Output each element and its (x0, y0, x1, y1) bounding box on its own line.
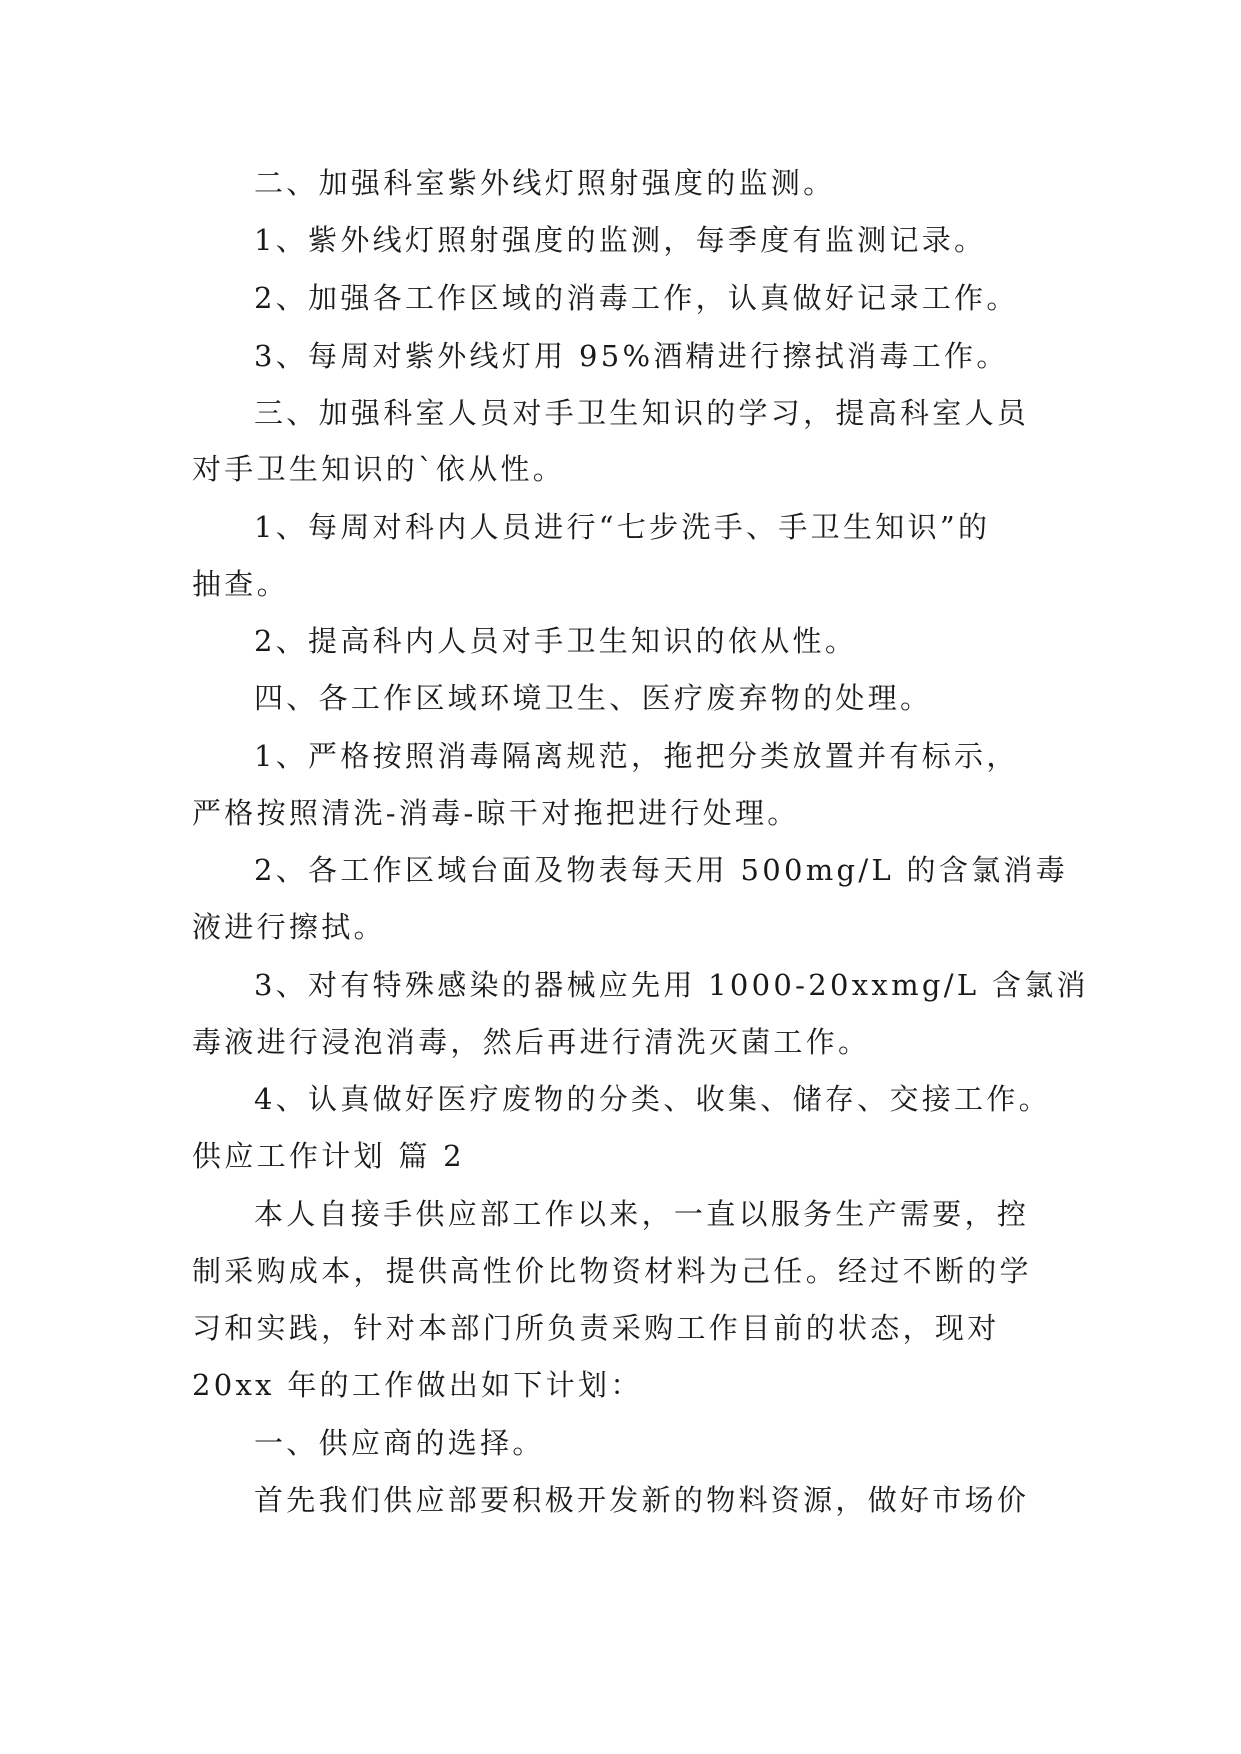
paragraph-line: 1、每周对科内人员进行“七步洗手、手卫生知识”的 (254, 510, 991, 544)
paragraph-line: 首先我们供应部要积极开发新的物料资源，做好市场价 (254, 1483, 1030, 1517)
paragraph-line: 20xx 年的工作做出如下计划： (192, 1368, 643, 1402)
heading-section-2: 二、加强科室紫外线灯照射强度的监测。 (254, 166, 836, 200)
paragraph-line: 对手卫生知识的`依从性。 (192, 452, 566, 486)
paragraph-line: 4、认真做好医疗废物的分类、收集、储存、交接工作。 (254, 1082, 1051, 1116)
paragraph-line: 1、紫外线灯照射强度的监测，每季度有监测记录。 (254, 223, 987, 257)
paragraph-line: 3、对有特殊感染的器械应先用 1000-20xxmg/L 含氯消 (254, 968, 1089, 1002)
paragraph-line: 2、加强各工作区域的消毒工作，认真做好记录工作。 (254, 281, 1019, 315)
section-title: 供应工作计划 篇 2 (192, 1139, 465, 1173)
paragraph-line: 1、严格按照消毒隔离规范，拖把分类放置并有标示， (254, 739, 1019, 773)
heading-section-3: 三、加强科室人员对手卫生知识的学习，提高科室人员 (254, 396, 1030, 430)
paragraph-line: 制采购成本，提供高性价比物资材料为己任。经过不断的学 (192, 1254, 1032, 1288)
paragraph-line: 毒液进行浸泡消毒，然后再进行清洗灭菌工作。 (192, 1025, 871, 1059)
heading-section-4: 四、各工作区域环境卫生、医疗废弃物的处理。 (254, 681, 933, 715)
paragraph-line: 抽查。 (192, 567, 289, 601)
paragraph-line: 2、各工作区域台面及物表每天用 500mg/L 的含氯消毒 (254, 853, 1069, 887)
paragraph-line: 本人自接手供应部工作以来，一直以服务生产需要，控 (254, 1197, 1030, 1231)
paragraph-line: 3、每周对紫外线灯用 95%酒精进行擦拭消毒工作。 (254, 339, 1009, 373)
paragraph-line: 2、提高科内人员对手卫生知识的依从性。 (254, 624, 858, 658)
paragraph-line: 习和实践，针对本部门所负责采购工作目前的状态，现对 (192, 1311, 1000, 1345)
heading-section-1: 一、供应商的选择。 (254, 1426, 545, 1460)
paragraph-line: 液进行擦拭。 (192, 910, 386, 944)
paragraph-line: 严格按照清洗-消毒-晾干对拖把进行处理。 (192, 796, 800, 830)
